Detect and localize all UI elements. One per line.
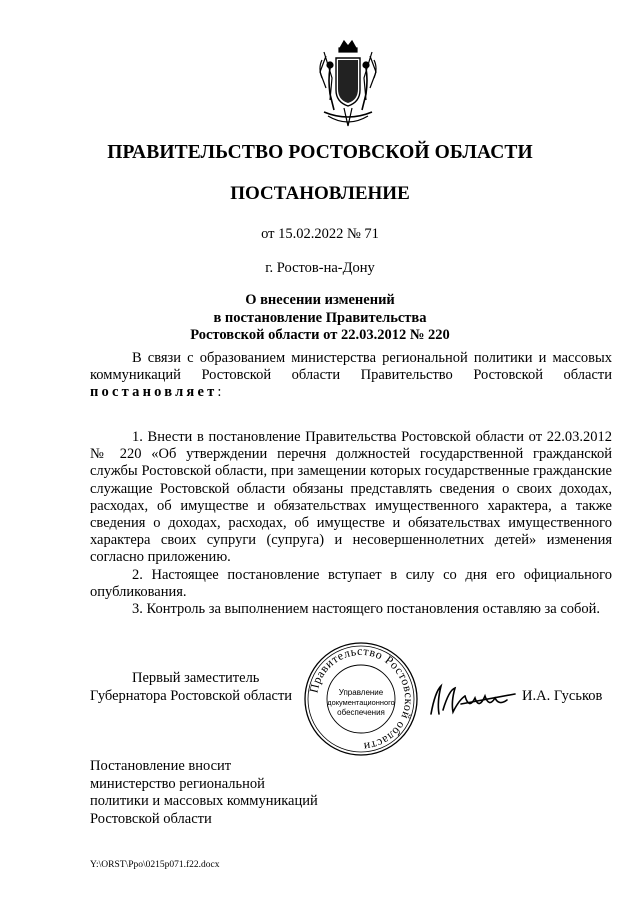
preamble-paragraph	[90, 350, 612, 402]
submitter-note	[90, 758, 318, 828]
position-line: Первый заместитель	[132, 670, 260, 686]
subject-line: в постановление Правительства	[213, 309, 427, 326]
decree-point-1: 1. Внести в постановление Правительства Ростовской области от 22.03.2012 № 220 «Об утверждении перечня должностей государственной гражданской службы Ростовской области, при замещении которых государственные гражданские служащие Ростовской области обязаны представлять сведения о своих доходах, расходах, об имуществе и обязательствах имущественного характера, а также сведения о доходах, расходах, об имуществе и обязательствах имущественного характера своих супруги (супруга) и несовершеннолетних детей» изменения согласно приложению.	[90, 429, 612, 566]
decree-word: постановляет	[90, 384, 218, 401]
signatory-position	[90, 670, 292, 705]
seal-ring-text: Правительство Ростовской области	[306, 643, 417, 755]
position-line: Губернатора Ростовской области	[90, 687, 293, 704]
coat-of-arms-icon	[316, 38, 380, 130]
signatory-name: И.А. Гуськов	[522, 688, 603, 704]
note-line: Ростовской области	[90, 810, 212, 827]
preamble-text: В связи с образованием министерства региональной политики и массовых коммуникаций Ростовской области Правительство Ростовской области	[90, 350, 612, 384]
decree-point-2: 2. Настоящее постановление вступает в силу со дня его официального опубликования.	[90, 566, 612, 600]
document-date-number: от 15.02.2022 № 71	[261, 226, 379, 242]
seal-center-line: обеспечения	[337, 708, 385, 717]
subject-line: Ростовской области от 22.03.2012 № 220	[190, 327, 450, 343]
note-line: политики и массовых коммуникаций	[90, 793, 318, 810]
official-seal-icon	[302, 640, 420, 758]
note-line: Постановление вносит	[90, 758, 232, 774]
document-subject	[0, 292, 640, 345]
note-line: министерство региональной	[90, 775, 265, 792]
document-city: г. Ростов-на-Дону	[265, 260, 375, 276]
seal-center-line: документационного	[327, 698, 395, 707]
decree-points	[90, 429, 612, 618]
seal-center-line: Управление	[338, 688, 384, 697]
government-title: ПРАВИТЕЛЬСТВО РОСТОВСКОЙ ОБЛАСТИ	[107, 142, 533, 163]
file-path: Y:\ORST\Ppo\0215p071.f22.docx	[90, 860, 220, 870]
document-type: ПОСТАНОВЛЕНИЕ	[230, 183, 410, 204]
decree-point-3: 3. Контроль за выполнением настоящего постановления оставляю за собой.	[132, 601, 601, 618]
subject-line: О внесении изменений	[245, 292, 395, 308]
preamble-colon: :	[217, 384, 222, 401]
handwritten-signature-icon	[425, 680, 520, 720]
